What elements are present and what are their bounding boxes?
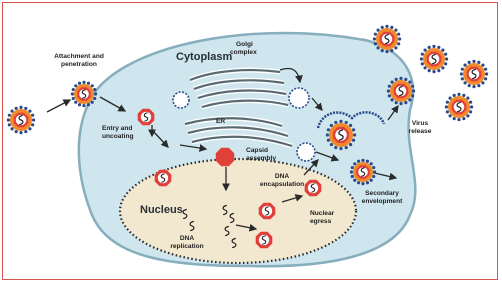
label-nucleus: Nucleus	[140, 204, 183, 216]
label-dna-encapsulation-line1: DNA	[274, 173, 290, 180]
label-nuclear-egress-line2: egress	[310, 218, 332, 225]
released-virion	[420, 45, 448, 73]
virion-attaching	[71, 81, 97, 107]
label-cytoplasm: Cytoplasm	[176, 51, 233, 63]
capsid-at-nucleus	[155, 170, 172, 187]
capsid-assembly	[216, 148, 234, 166]
encapsulated-capsid	[256, 232, 273, 249]
secondary-enveloped-virion	[350, 159, 376, 185]
label-secondary-envelopment-line2: envelopment	[361, 198, 403, 205]
label-dna-replication-line1: DNA	[179, 235, 195, 242]
label-attachment-line2: penetration	[61, 61, 97, 68]
released-virion	[387, 77, 415, 105]
budding-virion	[326, 120, 356, 150]
released-virion	[445, 93, 473, 121]
label-attachment-line1: Attachment and	[54, 53, 104, 60]
egressing-capsid	[305, 180, 322, 197]
label-golgi-line2: complex	[230, 49, 257, 56]
label-golgi-line1: Golgi	[236, 41, 253, 48]
label-capsid-line1: Capsid	[246, 147, 268, 154]
virion-approaching	[7, 106, 35, 134]
uncoated-capsid	[138, 109, 155, 126]
released-virion	[460, 60, 488, 88]
encapsulated-capsid	[259, 203, 276, 220]
label-entry-line1: Entry and	[102, 125, 133, 132]
label-secondary-envelopment-line1: Secondary	[365, 190, 399, 197]
label-capsid-line2: assembly	[246, 155, 277, 162]
label-virus-release-line2: release	[408, 128, 432, 135]
label-er: ER	[216, 118, 226, 125]
label-entry-line2: uncoating	[102, 133, 134, 140]
released-virion	[373, 25, 401, 53]
label-virus-release-line1: Virus	[411, 120, 429, 127]
label-dna-encapsulation-line2: encapsulation	[259, 181, 305, 188]
label-dna-replication-line2: replication	[170, 243, 204, 250]
label-nuclear-egress-line1: Nuclear	[310, 210, 335, 217]
